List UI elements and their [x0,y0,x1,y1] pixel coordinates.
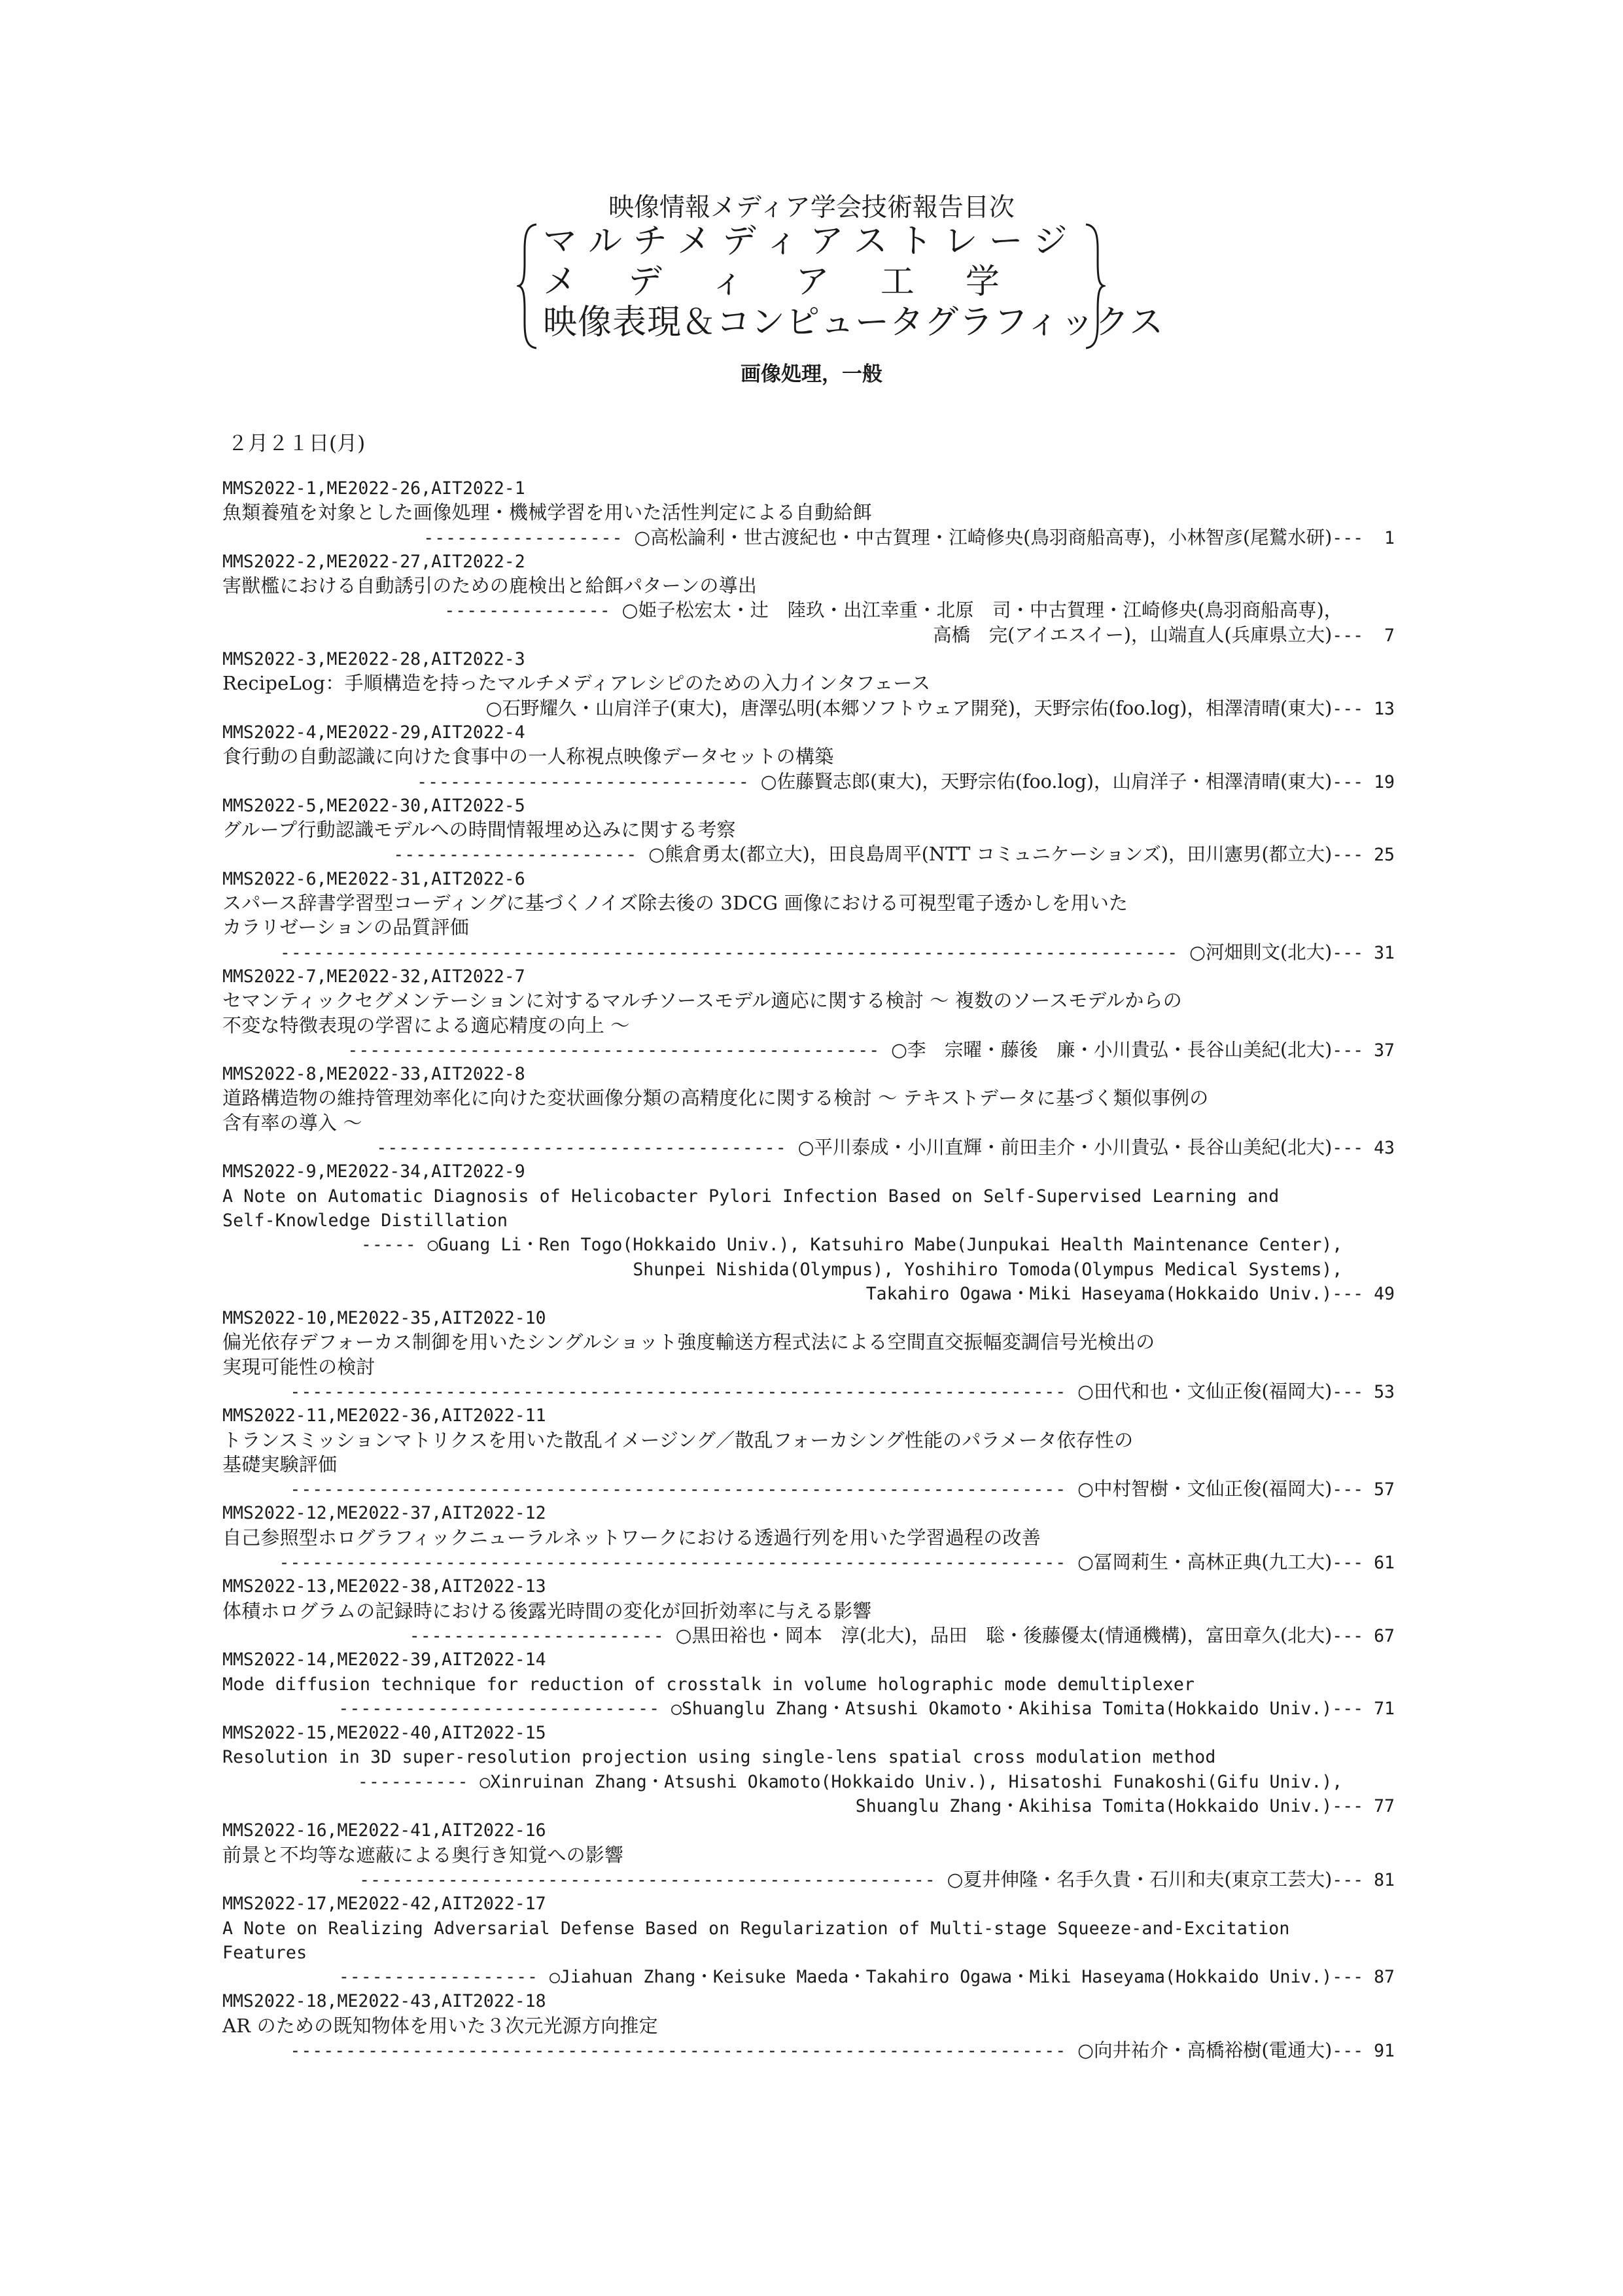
leader-dashes: ------------------------------------- [376,1138,798,1159]
authors: ○黒田裕也・岡本 淳(北大)，品田 聡・後藤優太(情通機構)，富田章久(北大) [675,1624,1333,1646]
session-date: ２月２１日(月) [228,432,366,455]
leader-dashes: ----------------------- [409,1625,676,1646]
toc-entry [222,1818,1400,1892]
paper-title: グループ行動認識モデルへの時間情報埋め込みに関する考察 [222,819,736,841]
paper-title: 基礎実験評価 [222,1453,338,1475]
paper-code: MMS2022-5,ME2022-30,AIT2022-5 [222,795,525,816]
authors: ○熊倉勇太(都立大)，田良島周平(NTT コミュニケーションズ)，田川憲男(都立大) [648,843,1333,866]
page-number: --- 43 [1332,1138,1395,1159]
authors: ○佐藤賢志郎(東大)，天野宗佑(foo.log)，山肩洋子・相澤清晴(東大) [760,770,1333,792]
leader-dashes: ------------------------------------------------ [347,1040,892,1061]
paper-title: 含有率の導入 ～ [222,1111,362,1134]
author-line [222,525,1400,550]
toc-entry [222,1159,1400,1306]
paper-code: MMS2022-11,ME2022-36,AIT2022-11 [222,1405,546,1426]
authors: Shuanglu Zhang・Akihisa Tomita(Hokkaido Univ.) [855,1796,1333,1817]
page-number: --- 57 [1332,1479,1395,1500]
page-number: --- 13 [1332,698,1395,719]
paper-title: Self-Knowledge Distillation [222,1210,508,1231]
authors: ○Jiahuan Zhang・Keisuke Maeda・Takahiro Ogawa・Miki Haseyama(Hokkaido Univ.) [549,1967,1333,1988]
paper-code: MMS2022-2,ME2022-27,AIT2022-2 [222,551,525,572]
authors: ○高松論利・世古渡紀也・中古賀理・江崎修央(鳥羽商船高専)，小林智彦(尾鷲水研) [634,526,1333,548]
toc-entry [222,647,1400,720]
author-line [222,940,1400,964]
author-line [222,1623,1400,1648]
authors: ○石野耀久・山肩洋子(東大)，唐澤弘明(本郷ソフトウェア開発)，天野宗佑(foo.log)，相澤清晴(東大) [485,697,1333,719]
paper-title: A Note on Automatic Diagnosis of Helicobacter Pylori Infection Based on Self-Supervised Learning and [222,1186,1280,1207]
page-number [1342,601,1395,621]
author-line [222,598,1400,622]
paper-code: MMS2022-9,ME2022-34,AIT2022-9 [222,1161,525,1182]
paper-title: 食行動の自動認識に向けた食事中の一人称視点映像データセットの構築 [222,745,834,768]
page-number [1342,1772,1395,1792]
author-line [222,1794,1400,1818]
author-line [222,842,1400,866]
paper-code: MMS2022-8,ME2022-33,AIT2022-8 [222,1064,525,1085]
toc-entry [222,1892,1400,1989]
paper-title: 前景と不均等な遮蔽による奥行き知覚への影響 [222,1843,624,1866]
authors: ○夏井伸隆・名手久貴・石川和夫(東京工芸大) [947,1868,1333,1890]
paper-code: MMS2022-18,ME2022-43,AIT2022-18 [222,1991,546,2012]
right-bracket-icon [1083,222,1106,350]
toc-entry [222,1404,1400,1501]
paper-code: MMS2022-17,ME2022-42,AIT2022-17 [222,1894,546,1915]
paper-code: MMS2022-7,ME2022-32,AIT2022-7 [222,966,525,987]
authors: ○李 宗曜・藤後 廉・小川貴弘・長谷山美紀(北大) [891,1038,1333,1061]
paper-title: カラリゼーションの品質評価 [222,916,469,939]
paper-title: トランスミッションマトリクスを用いた散乱イメージング／散乱フォーカシング性能のパラメータ依存性の [222,1428,1134,1451]
author-line [222,1233,1400,1257]
page-number: --- 31 [1332,942,1395,963]
page-number: --- 67 [1332,1625,1395,1646]
toc-entry [222,720,1400,794]
author-line [222,623,1400,647]
toc-entry [222,1721,1400,1818]
paper-title: 自己参照型ホログラフィックニューラルネットワークにおける透過行列を用いた学習過程の改善 [222,1526,1041,1549]
toc-entry [222,1501,1400,1574]
authors: ○河畑則文(北大) [1189,941,1333,963]
toc-entry [222,794,1400,867]
paper-code: MMS2022-10,ME2022-35,AIT2022-10 [222,1308,546,1329]
author-line [222,1770,1400,1794]
journal-name: メディア工学 [543,262,1051,302]
page-number: --- 1 [1332,527,1395,548]
page-number: --- 49 [1332,1283,1395,1304]
leader-dashes: ----------------------------------------------------------------------- [279,1553,1078,1574]
paper-code: MMS2022-3,ME2022-28,AIT2022-3 [222,649,525,670]
author-line [222,1135,1400,1159]
leader-dashes: --------------- [444,601,622,622]
author-line [222,1550,1400,1574]
authors: ○Xinruinan Zhang・Atsushi Okamoto(Hokkaido Univ.), Hisatoshi Funakoshi(Gifu Univ.), [480,1771,1343,1792]
leader-dashes: ------------------ [338,1967,550,1988]
page-number [1342,1260,1395,1280]
page-number: --- 71 [1332,1698,1395,1719]
authors: ○冨岡莉生・高林正典(九工大) [1077,1551,1333,1574]
toc-entry [222,1989,1400,2062]
leader-dashes: ---------------------------------------------------- [359,1869,947,1890]
leader-dashes: ------------------ [423,527,635,548]
toc-entry [222,1306,1400,1404]
author-line [222,1258,1400,1282]
authors: ○平川泰成・小川直輝・前田圭介・小川貴弘・長谷山美紀(北大) [797,1137,1333,1159]
authors: ○中村智樹・文仙正俊(福岡大) [1077,1478,1333,1500]
paper-title: 不変な特徴表現の学習による適応精度の向上 ～ [222,1014,630,1036]
authors: 高橋 完(アイエスイー)，山端直人(兵庫県立大) [933,624,1333,646]
paper-code: MMS2022-13,ME2022-38,AIT2022-13 [222,1576,546,1597]
author-line [222,1867,1400,1892]
leader-dashes: ---------------------------------------------------------------------- [290,1479,1078,1500]
toc-entry [222,1062,1400,1159]
author-line [222,1965,1400,1989]
author-line [222,1477,1400,1501]
leader-dashes: ----- [360,1235,428,1256]
paper-title: Features [222,1942,307,1963]
authors: ○Shuanglu Zhang・Atsushi Okamoto・Akihisa Tomita(Hokkaido Univ.) [671,1698,1333,1719]
page-number: --- 19 [1332,771,1395,792]
leader-dashes: ----------------------------- [338,1698,671,1719]
entry-list [222,476,1400,2062]
page-number: --- 53 [1332,1381,1395,1402]
leader-dashes: --------------------------------------------------------------------------------- [279,942,1190,963]
paper-title: 体積ホログラムの記録時における後露光時間の変化が回折効率に与える影響 [222,1599,872,1622]
journal-name: マルチメディアストレージ [543,222,1079,261]
toc-entry [222,964,1400,1062]
paper-title: Resolution in 3D super-resolution projection using single-lens spatial cross modulation method [222,1747,1216,1768]
paper-code: MMS2022-1,ME2022-26,AIT2022-1 [222,478,525,499]
authors: ○田代和也・文仙正俊(福岡大) [1077,1380,1333,1402]
paper-title: セマンティックセグメンテーションに対するマルチソースモデル適応に関する検討 ～ 複数のソースモデルからの [222,989,1182,1012]
left-bracket-icon [517,222,539,350]
journal-names-block [517,222,1164,350]
authors: ○姫子松宏太・辻 陸玖・出江幸重・北原 司・中古賀理・江崎修央(鳥羽商船高専)， [621,599,1343,622]
author-line [222,2038,1400,2062]
author-line [222,1379,1400,1404]
toc-entry [222,867,1400,964]
paper-code: MMS2022-16,ME2022-41,AIT2022-16 [222,1820,546,1841]
page-number: --- 37 [1332,1040,1395,1061]
page-number: --- 61 [1332,1553,1395,1574]
paper-title: 害獣檻における自動誘引のための鹿検出と給餌パターンの導出 [222,574,758,597]
author-line [222,769,1400,794]
paper-code: MMS2022-4,ME2022-29,AIT2022-4 [222,722,525,743]
page-number: --- 77 [1332,1796,1395,1817]
report-title: 映像情報メディア学会技術報告目次 [608,193,1015,222]
paper-title: 偏光依存デフォーカス制御を用いたシングルショット強度輸送方程式法による空間直交振幅変調信号光検出の [222,1331,1155,1354]
authors: Shunpei Nishida(Olympus), Yoshihiro Tomoda(Olympus Medical Systems), [633,1259,1343,1280]
page-number: --- 81 [1332,1869,1395,1890]
page-number: --- 87 [1332,1967,1395,1988]
author-line [222,1038,1400,1062]
authors: ○Guang Li・Ren Togo(Hokkaido Univ.), Katsuhiro Mabe(Junpukai Health Maintenance Center), [427,1235,1343,1256]
toc-entry [222,476,1400,550]
page-number: --- 25 [1332,845,1395,866]
paper-code: MMS2022-14,ME2022-39,AIT2022-14 [222,1650,546,1670]
leader-dashes: ---------- [357,1771,480,1792]
leader-dashes: ---------------------------------------------------------------------- [290,1381,1078,1402]
paper-code: MMS2022-12,ME2022-37,AIT2022-12 [222,1503,546,1524]
authors: ○向井祐介・高橋裕樹(電通大) [1077,2040,1333,2061]
author-line [222,696,1400,720]
session-subtitle: 画像処理，一般 [741,362,882,386]
leader-dashes: ---------------------------------------------------------------------- [290,2041,1078,2061]
paper-code: MMS2022-6,ME2022-31,AIT2022-6 [222,868,525,889]
authors: Takahiro Ogawa・Miki Haseyama(Hokkaido Univ.) [865,1283,1333,1304]
paper-title: RecipeLog：手順構造を持ったマルチメディアレシピのための入力インタフェース [222,672,931,695]
page-number [1342,1235,1395,1255]
leader-dashes: ---------------------- [393,845,649,866]
leader-dashes: ------------------------------ [417,771,761,792]
paper-title: スパース辞書学習型コーディングに基づくノイズ除去後の 3DCG 画像における可視型電子透かしを用いた [222,892,1128,915]
page-number: --- 7 [1332,625,1395,646]
paper-title: 魚類養殖を対象とした画像処理・機械学習を用いた活性判定による自動給餌 [222,501,872,524]
toc-entry [222,1574,1400,1648]
toc-entry [222,550,1400,647]
paper-title: A Note on Realizing Adversarial Defense Based on Regularization of Multi-stage Squeeze-and-Excitation [222,1918,1290,1939]
author-line [222,1697,1400,1721]
paper-title: Mode diffusion technique for reduction of crosstalk in volume holographic mode demultiplexer [222,1674,1195,1695]
journal-name: 映像表現＆コンピュータグラフィックス [543,303,1164,342]
toc-entry [222,1648,1400,1721]
paper-title: 道路構造物の維持管理効率化に向けた変状画像分類の高精度化に関する検討 ～ テキストデータに基づく類似事例の [222,1087,1209,1110]
paper-title: 実現可能性の検討 [222,1355,375,1378]
author-line [222,1282,1400,1306]
paper-code: MMS2022-15,ME2022-40,AIT2022-15 [222,1723,546,1744]
page-number: --- 91 [1332,2041,1395,2061]
paper-title: AR のための既知物体を用いた３次元光源方向推定 [222,2014,658,2037]
